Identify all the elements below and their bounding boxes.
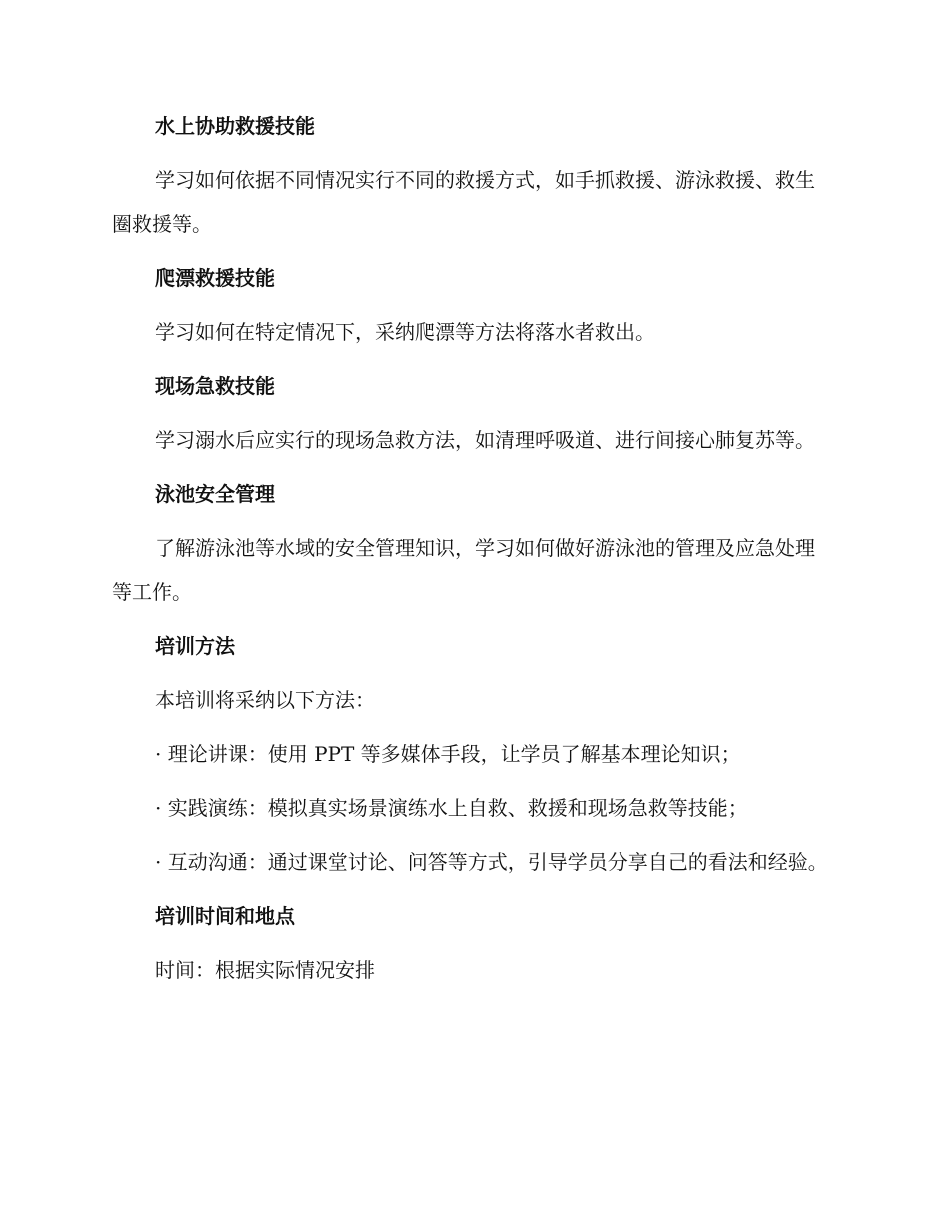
paragraph-first-aid: 学习溺水后应实行的现场急救方法，如清理呼吸道、进行间接心肺复苏等。 (155, 428, 815, 452)
list-item-practice-drill: · 实践演练：模拟真实场景演练水上自救、救援和现场急救等技能； (155, 796, 748, 820)
paragraph-pool-safety: 了解游泳池等水域的安全管理知识，学习如何做好游泳池的管理及应急处理等工作。 (112, 536, 815, 604)
paragraph-time: 时间：根据实际情况安排 (155, 958, 375, 982)
section-heading-training-methods: 培训方法 (155, 634, 235, 658)
paragraph-crawl-float: 学习如何在特定情况下，采纳爬漂等方法将落水者救出。 (155, 320, 655, 344)
paragraph-rescue-skills: 学习如何依据不同情况实行不同的救援方式，如手抓救援、游泳救援、救生圈救援等。 (112, 168, 815, 236)
paragraph-methods-intro: 本培训将采纳以下方法： (155, 688, 375, 712)
section-heading-rescue-skills: 水上协助救援技能 (155, 114, 315, 138)
section-heading-time-place: 培训时间和地点 (155, 904, 295, 928)
section-heading-pool-safety: 泳池安全管理 (155, 482, 275, 506)
list-item-theory-lecture: · 理论讲课：使用 PPT 等多媒体手段，让学员了解基本理论知识； (155, 742, 741, 766)
section-heading-crawl-float: 爬漂救援技能 (155, 266, 275, 290)
list-item-interactive-communication: · 互动沟通：通过课堂讨论、问答等方式，引导学员分享自己的看法和经验。 (155, 850, 828, 874)
document-body (112, 104, 832, 992)
section-heading-first-aid: 现场急救技能 (155, 374, 275, 398)
